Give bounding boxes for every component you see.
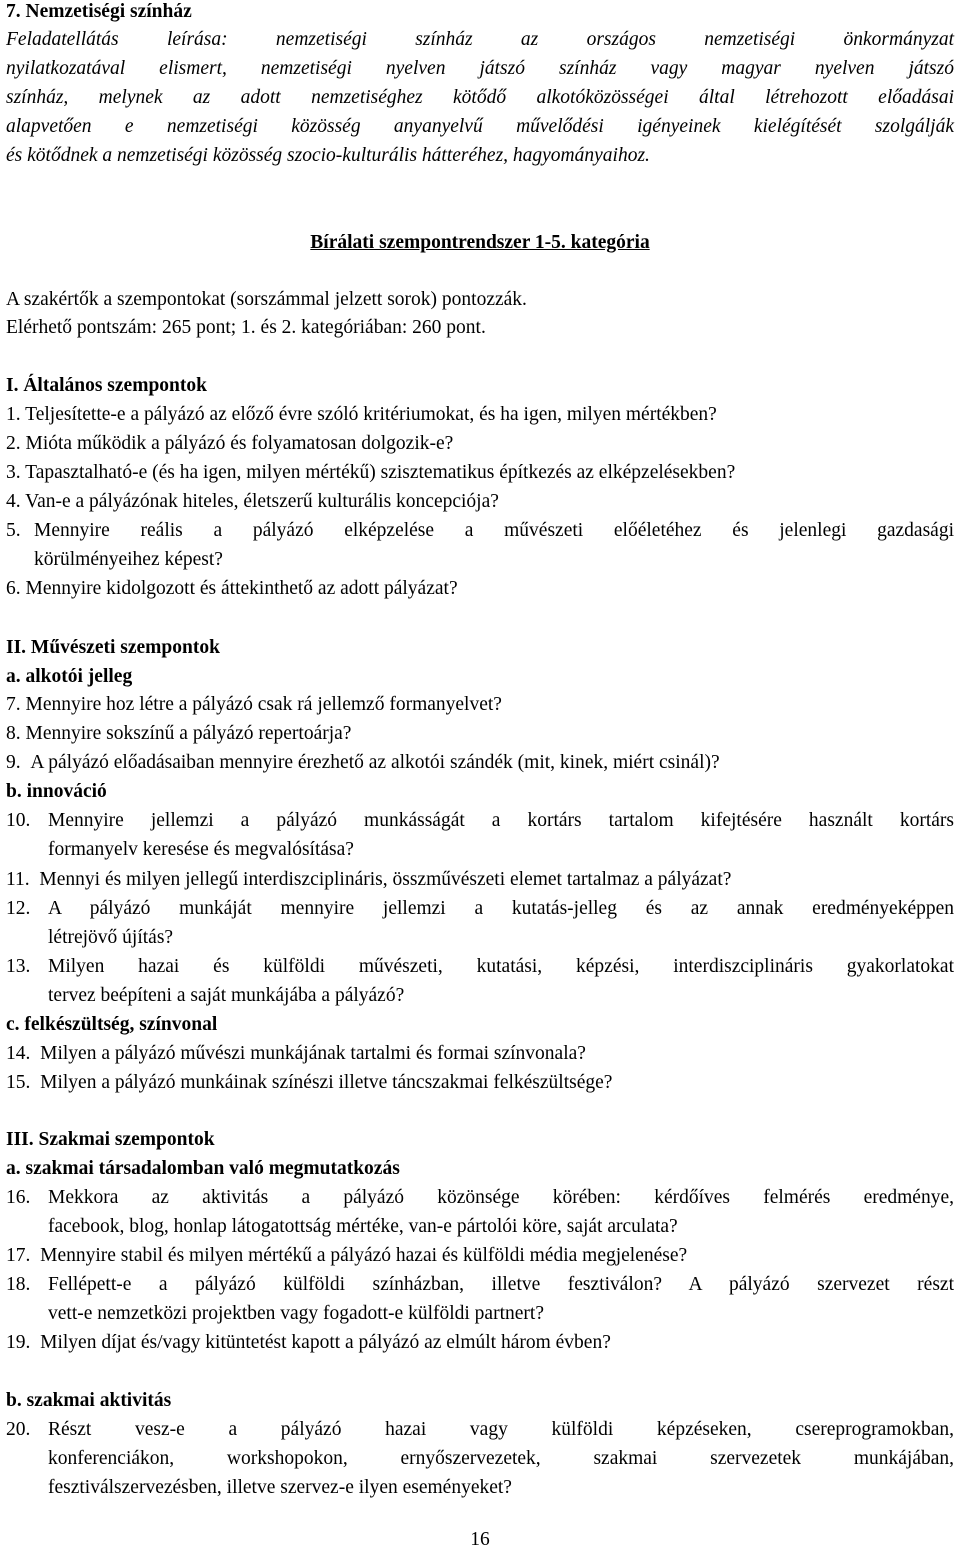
intro-line-3: színház, melynek az adott nemzetiséghez kötődő alkotóközösségei által létrehozott előadásai [6, 87, 954, 108]
criterion-item: 3. Tapasztalható-e (és ha igen, milyen mértékű) szisztematikus építkezés az elképzelésekben? [6, 462, 736, 483]
group-heading-general: I. Általános szempontok [6, 375, 207, 396]
instruction-2: Elérhető pontszám: 265 pont; 1. és 2. kategóriában: 260 pont. [6, 317, 486, 338]
criterion-item: 9. A pályázó előadásaiban mennyire érezhető az alkotói szándék (mit, kinek, miért csinál)? [6, 752, 720, 773]
page-number: 16 [470, 1529, 490, 1550]
criterion-item-cont: formanyelv keresése és megvalósítása? [48, 839, 354, 860]
criterion-item: 19. Milyen díjat és/vagy kitüntetést kapott a pályázó az elmúlt három évben? [6, 1332, 611, 1353]
criterion-item-cont: tervez beépíteni a saját munkájába a pályázó? [48, 985, 405, 1006]
criterion-item: 11. Mennyi és milyen jellegű interdiszciplináris, összművészeti elemet tartalmaz a pályázat? [6, 869, 732, 890]
intro-text: : nemzetiségi színház az országos nemzetiségi önkormányzat [221, 29, 954, 50]
criterion-item: 15. Milyen a pályázó munkáinak színészi illetve táncszakmai felkészültsége? [6, 1072, 613, 1093]
criteria-title: Bírálati szempontrendszer 1-5. kategória [310, 232, 650, 253]
criterion-item-cont: létrejövő újítás? [48, 927, 174, 948]
intro-line-5: és kötődnek a nemzetiségi közösség szocio-kulturális hátteréhez, hagyományaihoz. [6, 145, 650, 166]
criterion-item: 1. Teljesítette-e a pályázó az előző évre szóló kritériumokat, és ha igen, milyen mértékben? [6, 404, 717, 425]
group-heading-artistic: II. Művészeti szempontok [6, 637, 220, 658]
instruction-1: A szakértők a szempontokat (sorszámmal jelzett sorok) pontozzák. [6, 289, 527, 310]
subgroup-heading: a. szakmai társadalomban való megmutatkozás [6, 1158, 400, 1179]
criterion-item: 6. Mennyire kidolgozott és áttekinthető az adott pályázat? [6, 578, 458, 599]
subgroup-heading: c. felkészültség, színvonal [6, 1014, 218, 1035]
intro-line-1 [6, 26, 954, 54]
criterion-item: 14. Milyen a pályázó művészi munkájának tartalmi és formai színvonala? [6, 1043, 586, 1064]
group-heading-professional: III. Szakmai szempontok [6, 1129, 215, 1150]
criterion-item: 17. Mennyire stabil és milyen mértékű a pályázó hazai és külföldi média megjelenése? [6, 1245, 688, 1266]
subgroup-heading: b. innováció [6, 781, 107, 802]
intro-line-2: nyilatkozatával elismert, nemzetiségi nyelven játszó színház vagy magyar nyelven játszó [6, 58, 954, 79]
section-title: 7. Nemzetiségi színház [6, 1, 192, 22]
criterion-item: 8. Mennyire sokszínű a pályázó repertoárja? [6, 723, 352, 744]
criterion-item: 7. Mennyire hoz létre a pályázó csak rá jellemző formanyelvet? [6, 694, 502, 715]
criterion-item: 2. Mióta működik a pályázó és folyamatosan dolgozik-e? [6, 433, 454, 454]
criterion-item: 4. Van-e a pályázónak hiteles, életszerű kulturális koncepciója? [6, 491, 499, 512]
criterion-item-cont: facebook, blog, honlap látogatottság mértéke, van-e pártolói köre, saját arculata? [48, 1216, 678, 1237]
intro-line-4: alapvetően e nemzetiségi közösség anyanyelvű művelődési igényeinek kielégítését szolgálják [6, 116, 954, 137]
intro-label: Feladatellátás leírása [6, 29, 222, 50]
subgroup-heading: a. alkotói jelleg [6, 666, 133, 687]
criterion-item-cont: fesztiválszervezésben, illetve szervez-e ilyen eseményeket? [48, 1477, 512, 1498]
criterion-item-cont: vett-e nemzetközi projektben vagy fogadott-e külföldi partnert? [48, 1303, 544, 1324]
subgroup-heading: b. szakmai aktivitás [6, 1390, 172, 1411]
criterion-item-cont: körülményeihez képest? [34, 549, 223, 570]
